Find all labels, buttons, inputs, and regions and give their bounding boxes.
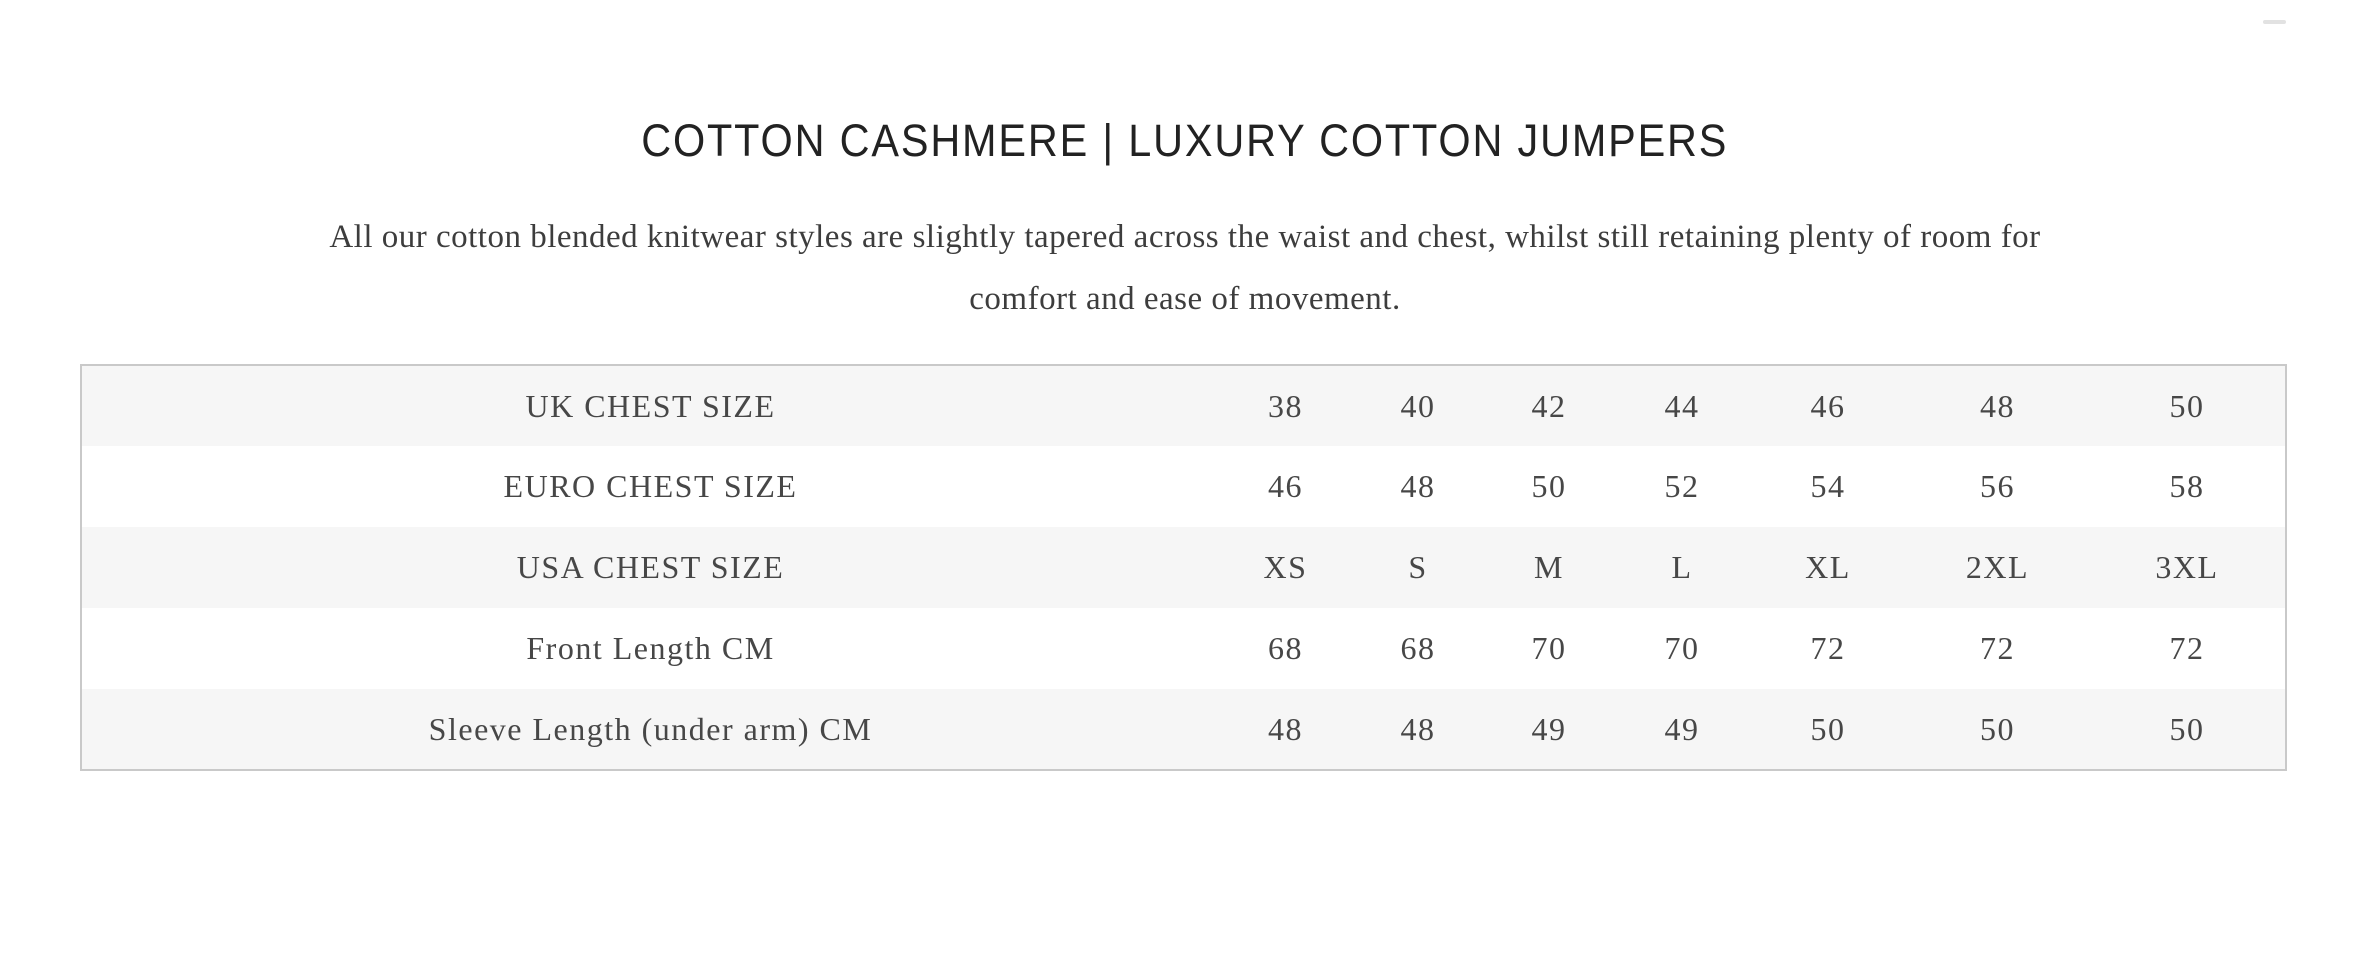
- row-label-cell: Sleeve Length (under arm) CM: [428, 710, 873, 747]
- row-label-cell: USA CHEST SIZE: [516, 549, 785, 585]
- size-value-cell: XL: [1805, 549, 1851, 585]
- intro-line-1: All our cotton blended knitwear styles are slightly tapered across the waist and chest, whilst still retaining plenty of room for: [329, 219, 2041, 255]
- size-value-cell: 50: [2169, 710, 2205, 747]
- size-value-cell: 52: [1664, 468, 1700, 504]
- size-value-cell: 72: [1980, 630, 2015, 666]
- page-title: [0, 113, 2370, 169]
- size-value-cell: 68: [1400, 630, 1436, 666]
- size-value-cell: S: [1408, 549, 1428, 585]
- size-value-cell: 42: [1531, 387, 1567, 424]
- size-value-cell: 2XL: [1965, 549, 2030, 585]
- size-value-cell: 58: [2169, 468, 2205, 504]
- size-value-cell: 48: [1400, 468, 1436, 504]
- size-value-cell: 54: [1810, 468, 1846, 504]
- table-row: [81, 689, 2286, 770]
- size-value-cell: 3XL: [2155, 549, 2219, 585]
- size-value-cell: 40: [1400, 387, 1436, 424]
- size-value-cell: 48: [1268, 710, 1303, 747]
- size-value-cell: 44: [1664, 387, 1700, 424]
- size-value-cell: 38: [1268, 387, 1303, 424]
- size-value-cell: XS: [1263, 549, 1308, 585]
- page-title-text: COTTON CASHMERE | LUXURY COTTON JUMPERS: [641, 115, 1729, 166]
- row-label-cell: UK CHEST SIZE: [525, 387, 776, 424]
- size-chart-table: [80, 364, 2287, 771]
- row-label-cell: EURO CHEST SIZE: [503, 468, 798, 504]
- table-row: [81, 608, 2286, 689]
- size-value-cell: 46: [1810, 387, 1846, 424]
- table-row: [81, 527, 2286, 608]
- size-value-cell: 48: [1400, 710, 1436, 747]
- size-value-cell: 56: [1980, 468, 2015, 504]
- size-value-cell: 49: [1531, 710, 1567, 747]
- size-value-cell: L: [1671, 549, 1693, 585]
- size-value-cell: 50: [1980, 710, 2015, 747]
- intro-paragraph: [0, 206, 2370, 330]
- size-value-cell: 50: [1810, 710, 1846, 747]
- size-value-cell: 48: [1980, 387, 2015, 424]
- size-value-cell: 68: [1268, 630, 1303, 666]
- row-label-cell: Front Length CM: [526, 630, 775, 666]
- size-chart-body: [81, 365, 2286, 770]
- size-value-cell: M: [1534, 549, 1564, 585]
- size-value-cell: 72: [2169, 630, 2205, 666]
- size-value-cell: 50: [2169, 387, 2205, 424]
- size-value-cell: 46: [1268, 468, 1303, 504]
- size-value-cell: 70: [1664, 630, 1700, 666]
- size-value-cell: 50: [1531, 468, 1567, 504]
- size-value-cell: 70: [1531, 630, 1567, 666]
- table-row: [81, 446, 2286, 527]
- top-right-dash: [2263, 20, 2286, 24]
- size-value-cell: 72: [1810, 630, 1846, 666]
- table-row: [81, 365, 2286, 446]
- intro-line-2: comfort and ease of movement.: [969, 281, 1401, 317]
- size-value-cell: 49: [1664, 710, 1700, 747]
